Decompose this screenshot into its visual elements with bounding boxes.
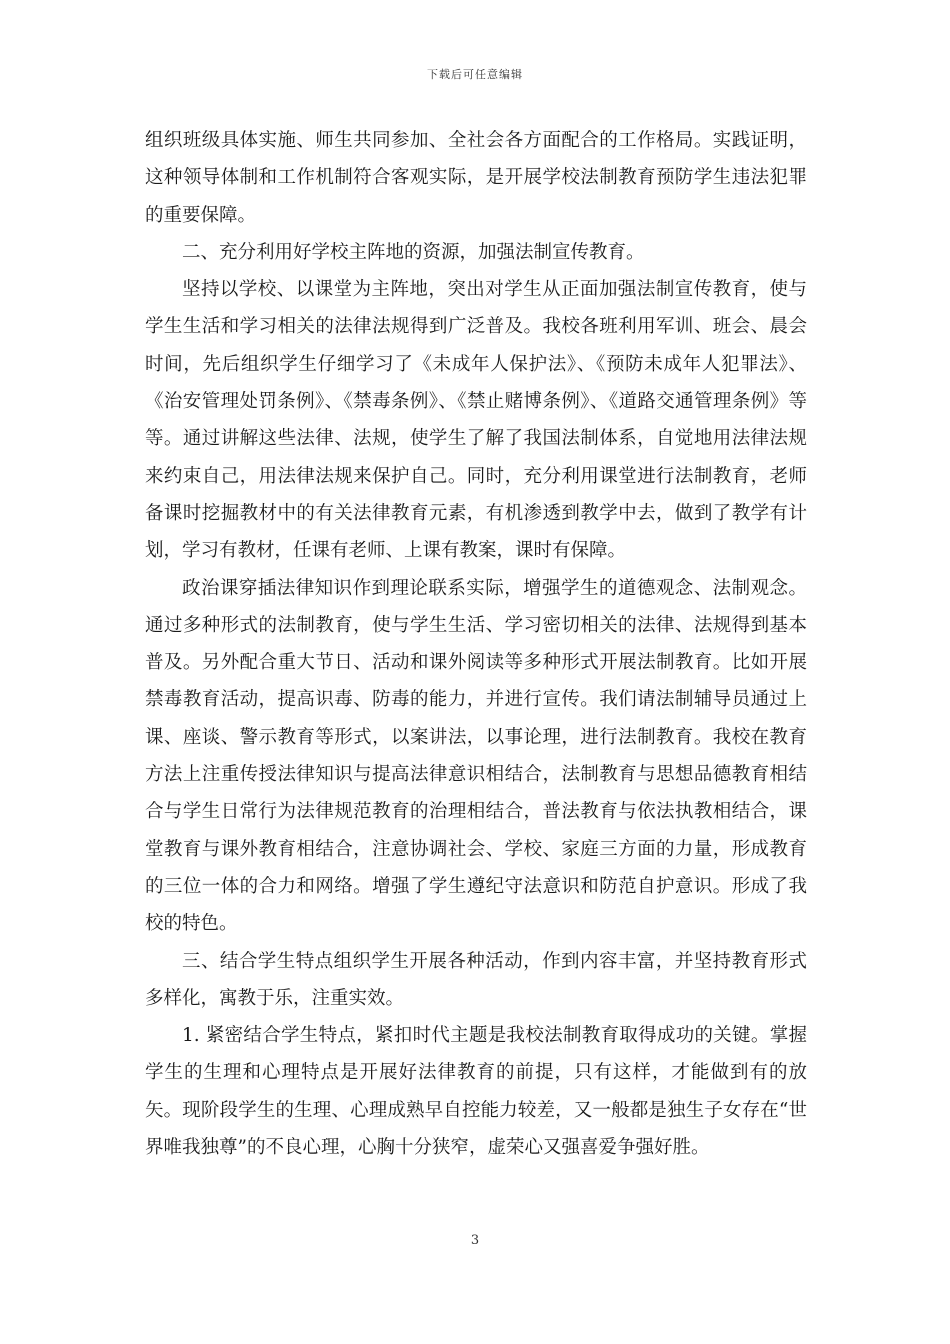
section-heading-2: 二、充分利用好学校主阵地的资源，加强法制宣传教育。 <box>182 241 645 263</box>
paragraph-1: 组织班级具体实施、师生共同参加、全社会各方面配合的工作格局。实践证明，这种领导体制和工作机制符合客观实际，是开展学校法制教育预防学生违法犯罪的重要保障。 <box>145 130 807 226</box>
section-heading-5: 三、结合学生特点组织学生开展各种活动，作到内容丰富，并坚持教育形式多样化，寓教于乐，注重实效。 <box>145 950 807 1009</box>
paragraph-3: 坚持以学校、以课堂为主阵地，突出对学生从正面加强法制宣传教育，使与学生生活和学习相关的法律法规得到广泛普及。我校各班利用军训、班会、晨会时间，先后组织学生仔细学习了《未成年人保护法》、《预防未成年人犯罪法》、《治安管理处罚条例》、《禁毒条例》、《禁止赌博条例》、《道路交通管理条例》等等。通过讲解这些法律、法规，使学生了解了我国法制体系，自觉地用法律法规来约束自己，用法律法规来保护自己。同时，充分利用课堂进行法制教育，老师备课时挖掘教材中的有关法律教育元素，有机渗透到教学中去，做到了教学有计划，学习有教材，任课有老师、上课有教案，课时有保障。 <box>145 279 807 562</box>
page-header-note: 下载后可任意编辑 <box>427 68 523 81</box>
paragraph-6: 1. 紧密结合学生特点，紧扣时代主题是我校法制教育取得成功的关键。掌握学生的生理和心理特点是开展好法律教育的前提，只有这样，才能做到有的放矢。现阶段学生的生理、心理成熟早自控能力较差，又一般都是独生子女存在“世界唯我独尊”的不良心理，心胸十分狭窄，虚荣心又强喜爱争强好胜。 <box>145 1025 807 1159</box>
paragraph-4: 政治课穿插法律知识作到理论联系实际，增强学生的道德观念、法制观念。通过多种形式的法制教育，使与学生生活、学习密切相关的法律、法规得到基本普及。另外配合重大节日、活动和课外阅读等多种形式开展法制教育。比如开展禁毒教育活动，提高识毒、防毒的能力，并进行宣传。我们请法制辅导员通过上课、座谈、警示教育等形式，以案讲法，以事论理，进行法制教育。我校在教育方法上注重传授法律知识与提高法律意识相结合，法制教育与思想品德教育相结合与学生日常行为法律规范教育的治理相结合，普法教育与依法执教相结合，课堂教育与课外教育相结合，注意协调社会、学校、家庭三方面的力量，形成教育的三位一体的合力和网络。增强了学生遵纪守法意识和防范自护意识。形成了我校的特色。 <box>145 577 807 935</box>
page-number: 3 <box>470 1233 480 1248</box>
document-body <box>145 122 807 1166</box>
